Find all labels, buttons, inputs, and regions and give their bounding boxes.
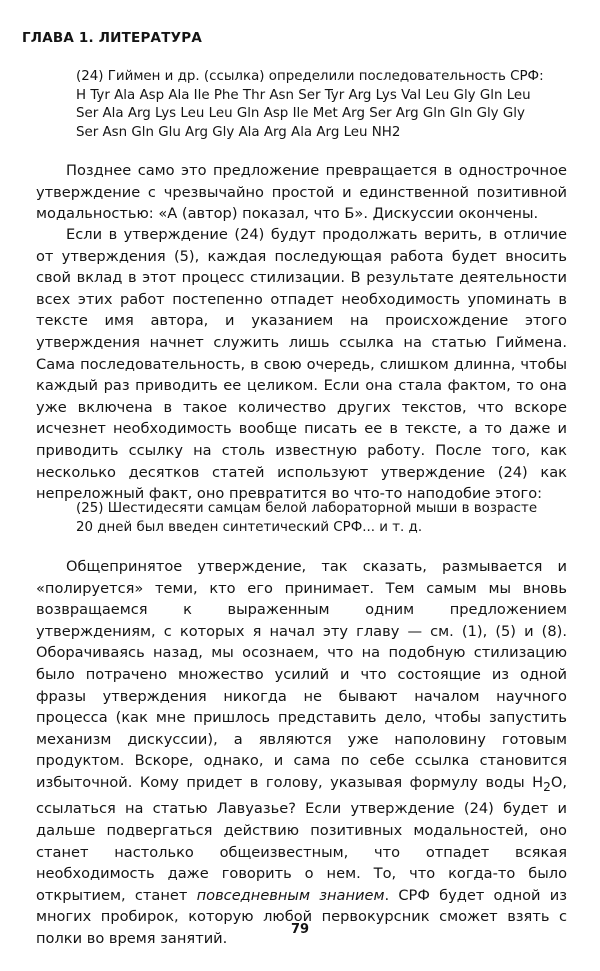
paragraph-1: Позднее само это предложение превращается в однострочное утверждение с чрезвычайно простой и единственной позитивной модальностью: «А (автор) показал, что Б». Дискуссии окончены. [36, 162, 567, 223]
paragraph-3-part-1: Общепринятое утверждение, так сказать, размывается и «полируется» теми, кто его принимает. Тем самым мы вновь возвращаемся к выраженным одним предложением утверждениям, с которых я начал эту главу — см. (1), (5) и (8). Оборачиваясь назад, мы осознаем, что на подобную стилизацию было потрачено множество усилий и что состоящие из одной фразы утверждения никогда не бывают началом научного процесса (как мне пришлось представить дело, чтобы запустить механизм дискуссии), а являются уже наполовину готовым продуктом. Вскоре, однако, и сама по себе ссылка становится избыточной. Кому придет в голову, указывая формулу воды [36, 558, 567, 791]
water-formula-o: O [550, 773, 563, 791]
paragraph-3-part-2: , ссылаться на статью Лавуазье? Если утверждение (24) будет и дальше подвергаться действию позитивных модальностей, оно станет настолько общеизвестным, что отпадет всякая необходимость даже говорить о нем. То, что когда-то было открытием, станет [36, 773, 568, 904]
water-formula-h: H [532, 773, 544, 791]
water-formula-subscript: 2 [543, 779, 551, 794]
chapter-header: ГЛАВА 1. ЛИТЕРАТУРА [22, 30, 202, 46]
quote-25: (25) Шестидесяти самцам белой лабораторной мыши в возрасте 20 дней был введен синтетический СРФ... и т. д. [76, 501, 538, 535]
quote-24: (24) Гиймен и др. (ссылка) определили последовательность СРФ: H Tyr Ala Asp Ala Ile Phe Thr Asn Ser Tyr Arg Lys Val Leu Gly Gln Leu Ser Ala Arg Lys Leu Leu Gln Asp Ile Met Arg Ser Arg Gln Gln Gly Gly Ser Asn Gln Glu Arg Gly Ala Arg Ala Arg Leu NH2 [76, 69, 544, 140]
paragraph-3-emphasis: повседневным знанием [196, 886, 385, 904]
paragraph-3-part-3: . СРФ будет одной из многих пробирок, которую любой первокурсник сможет взять с полки во время занятий. [36, 886, 567, 947]
paragraph-2: Если в утверждение (24) будут продолжать верить, в отличие от утверждения (5), каждая последующая работа будет вносить свой вклад в этот процесс стилизации. В результате деятельности всех этих работ постепенно отпадет необходимость упоминать в тексте имя автора, и указанием на происхождение этого утверждения начнет служить лишь ссылка на статью Гиймена. Сама последовательность, в свою очередь, слишком длинна, чтобы каждый раз приводить ее целиком. Если она стала фактом, то она уже включена в такое количество других текстов, что вскоре исчезнет необходимость вообще писать ее в тексте, а то даже и приводить ссылку на столь известную работу. После того, как несколько десятков статей используют утверждение (24) как непреложный факт, оно превратится во что-то наподобие этого: [36, 226, 567, 503]
page-number: 79 [290, 922, 310, 937]
paragraph-3 [36, 556, 567, 950]
